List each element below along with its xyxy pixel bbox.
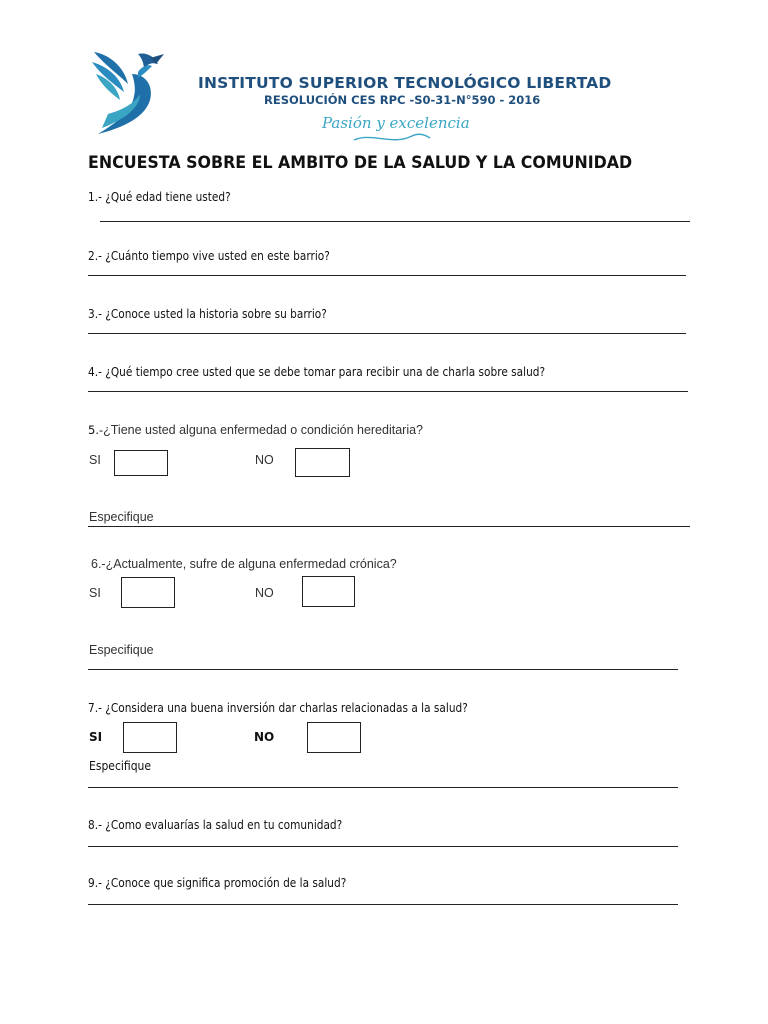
answer-line-2[interactable] — [88, 275, 686, 276]
question-2 — [88, 249, 330, 263]
question-text: ¿Qué edad tiene usted? — [105, 190, 231, 204]
question-9 — [88, 876, 346, 890]
question-text: ¿Conoce que significa promoción de la salud? — [105, 876, 347, 890]
question-number: 7.- — [88, 701, 102, 715]
answer-line-9[interactable] — [88, 904, 678, 905]
q5-specify-label: Especifique — [89, 510, 154, 524]
question-number: 5.- — [88, 423, 104, 437]
question-3 — [88, 307, 327, 321]
q7-no-label: NO — [254, 730, 275, 744]
question-text: ¿Tiene usted alguna enfermedad o condición hereditaria? — [103, 423, 424, 437]
question-number: 2.- — [88, 249, 102, 263]
answer-line-4[interactable] — [88, 391, 688, 392]
question-5 — [88, 423, 423, 437]
q5-specify-line[interactable] — [88, 526, 690, 527]
question-4 — [88, 365, 545, 379]
question-text: ¿Como evaluarías la salud en tu comunidad? — [105, 818, 343, 832]
q6-specify-line[interactable] — [88, 669, 678, 670]
question-number: 6.- — [91, 557, 106, 571]
question-number: 9.- — [88, 876, 102, 890]
q6-no-label: NO — [255, 586, 274, 600]
institution-name: INSTITUTO SUPERIOR TECNOLÓGICO LIBERTAD — [198, 74, 612, 92]
q5-yes-label: SI — [89, 453, 101, 467]
q7-specify-line[interactable] — [88, 787, 678, 788]
institution-slogan: Pasión y excelencia — [322, 114, 470, 132]
question-text: ¿Actualmente, sufre de alguna enfermedad crónica? — [105, 557, 397, 571]
question-number: 1.- — [88, 190, 102, 204]
question-text: ¿Cuánto tiempo vive usted en este barrio? — [105, 249, 330, 263]
q5-no-checkbox[interactable] — [295, 448, 350, 477]
question-7 — [88, 701, 468, 715]
answer-line-1[interactable] — [100, 221, 690, 222]
answer-line-8[interactable] — [88, 846, 678, 847]
question-text: ¿Qué tiempo cree usted que se debe tomar para recibir una de charla sobre salud? — [105, 365, 546, 379]
survey-title: ENCUESTA SOBRE EL AMBITO DE LA SALUD Y LA COMUNIDAD — [88, 153, 633, 172]
q7-no-checkbox[interactable] — [307, 722, 361, 753]
q6-no-checkbox[interactable] — [302, 576, 355, 607]
question-number: 4.- — [88, 365, 102, 379]
question-text: ¿Conoce usted la historia sobre su barrio? — [105, 307, 327, 321]
question-8 — [88, 818, 342, 832]
phoenix-logo-icon — [88, 44, 170, 140]
q5-no-label: NO — [255, 453, 274, 467]
q6-specify-label: Especifique — [89, 643, 154, 657]
q6-yes-label: SI — [89, 586, 101, 600]
question-1 — [88, 190, 231, 204]
q7-yes-label: SI — [89, 730, 103, 744]
question-text: ¿Considera una buena inversión dar charlas relacionadas a la salud? — [105, 701, 468, 715]
slogan-swirl-icon — [352, 130, 432, 148]
q7-specify-label: Especifique — [89, 759, 152, 773]
answer-line-3[interactable] — [88, 333, 686, 334]
q5-yes-checkbox[interactable] — [114, 450, 168, 476]
q7-yes-checkbox[interactable] — [123, 722, 177, 753]
institution-resolution: RESOLUCIÓN CES RPC -S0-31-N°590 - 2016 — [264, 93, 541, 107]
question-6 — [91, 557, 397, 571]
question-number: 8.- — [88, 818, 102, 832]
q6-yes-checkbox[interactable] — [121, 577, 175, 608]
question-number: 3.- — [88, 307, 102, 321]
